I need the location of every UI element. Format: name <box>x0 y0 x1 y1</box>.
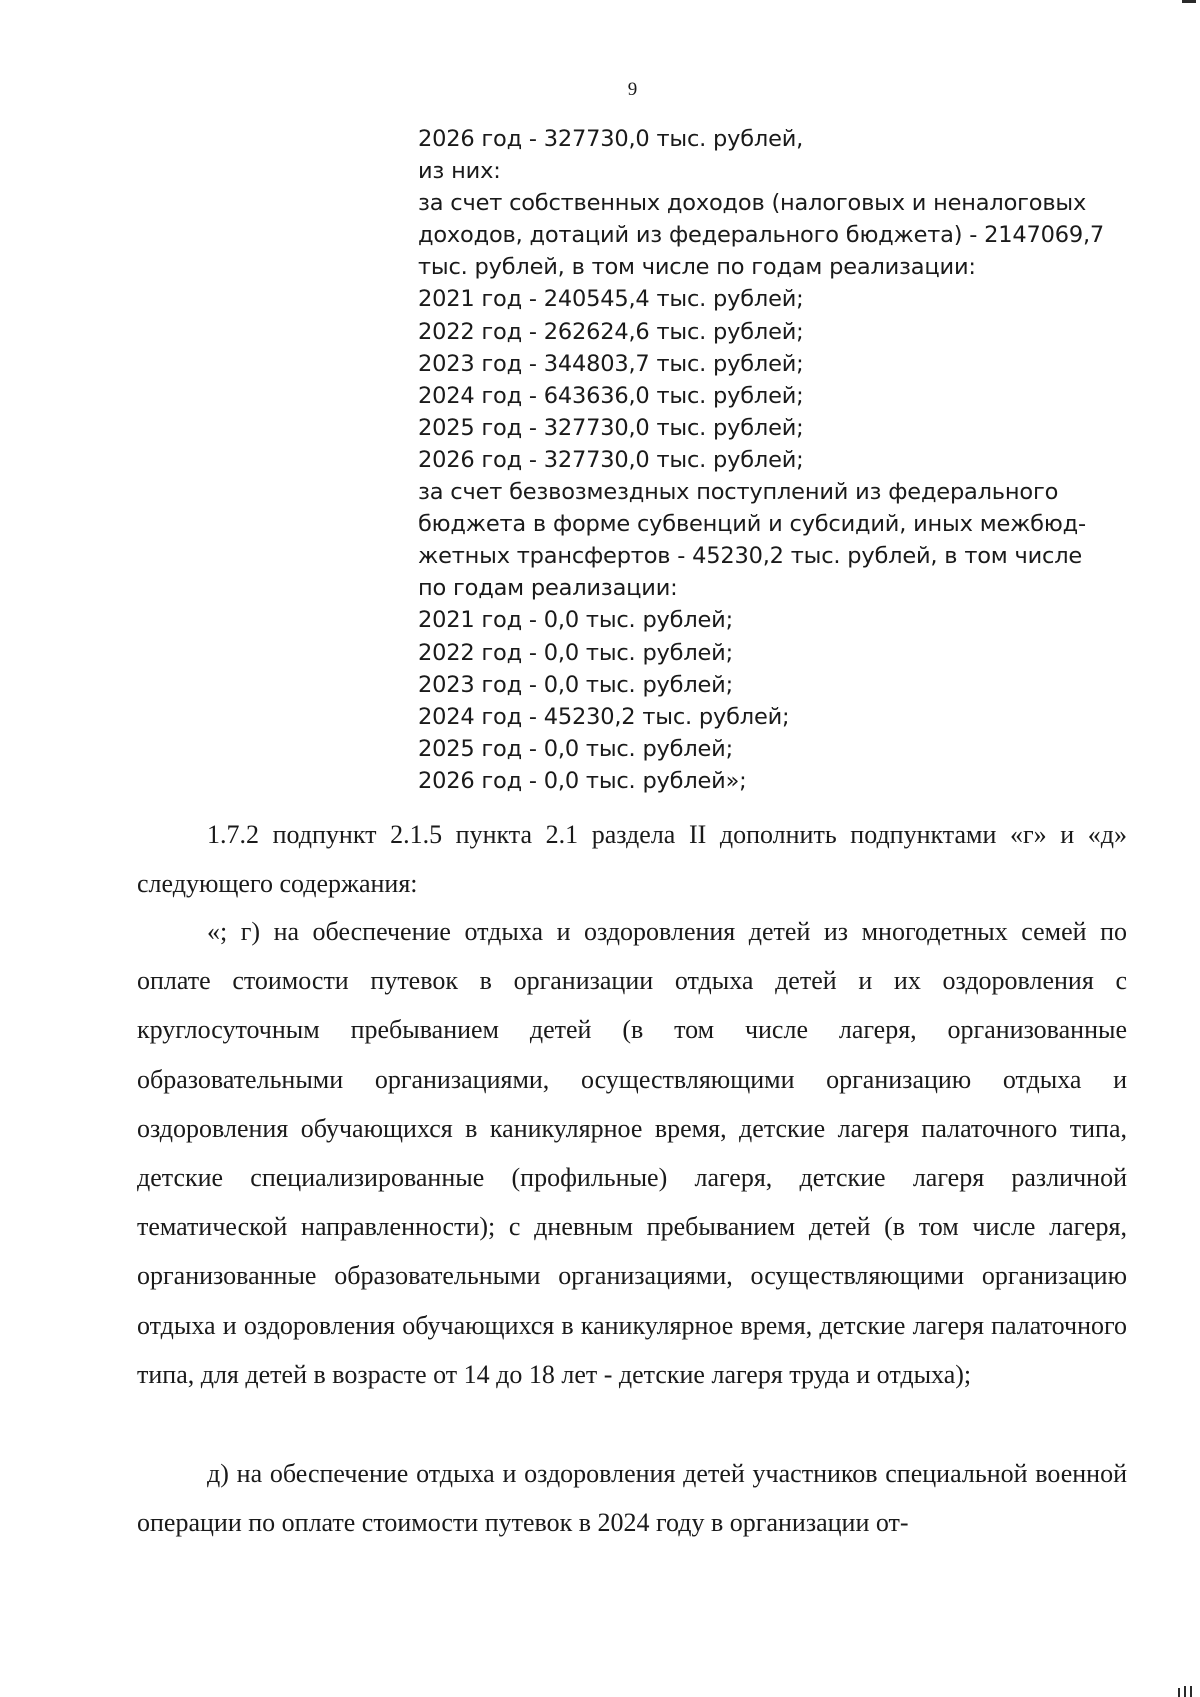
funding-line: 2024 год - 45230,2 тыс. рублей; <box>418 703 790 730</box>
funding-line: по годам реализации: <box>418 575 678 602</box>
scan-mark-bottom <box>1178 1688 1180 1697</box>
funding-line: бюджета в форме субвенций и субсидий, иных межбюд- <box>418 511 1086 538</box>
amendment-paragraph: 1.7.2 подпункт 2.1.5 пункта 2.1 раздела II дополнить подпунктами «г» и «д» следующего содержания: <box>137 820 1127 899</box>
funding-line: 2026 год - 0,0 тыс. рублей»; <box>418 767 747 794</box>
funding-line: 2021 год - 0,0 тыс. рублей; <box>418 607 733 634</box>
funding-line: 2025 год - 0,0 тыс. рублей; <box>418 735 733 762</box>
page-number: 9 <box>627 79 638 100</box>
funding-line: 2022 год - 262624,6 тыс. рублей; <box>418 318 804 345</box>
funding-line: за счет безвозмездных поступлений из федерального <box>418 479 1059 506</box>
funding-line: жетных трансфертов - 45230,2 тыс. рублей, в том числе <box>418 543 1083 570</box>
funding-line: доходов, дотаций из федерального бюджета) - 2147069,7 <box>418 222 1105 249</box>
funding-line: из них: <box>418 158 501 185</box>
scan-mark-bottom <box>1184 1686 1186 1697</box>
funding-line: 2022 год - 0,0 тыс. рублей; <box>418 639 733 666</box>
funding-line: 2023 год - 0,0 тыс. рублей; <box>418 671 733 698</box>
funding-breakdown <box>418 123 1118 797</box>
scan-mark-top <box>1182 0 1196 3</box>
scan-mark-bottom <box>1190 1686 1192 1697</box>
funding-line: 2021 год - 240545,4 тыс. рублей; <box>418 286 804 313</box>
subpoint-d-paragraph: д) на обеспечение отдыха и оздоровления детей участников специальной военной операции по оплате стоимости путевок в 2024 году в организации от- <box>137 1459 1127 1538</box>
subpoint-g-paragraph: «; г) на обеспечение отдыха и оздоровления детей из многодетных семей по оплате стоимости путевок в организации отдыха детей и их оздоровления с круглосуточным пребыванием детей (в том числе лагеря, организованные образовательными организациями, осуществляющими организацию отдыха и оздоровления обучающихся в каникулярное время, детские лагеря палаточного типа, детские специализированные (профильные) лагеря, детские лагеря различной тематической направленности); с дневным пребыванием детей (в том числе лагеря, организованные образовательными организациями, осуществляющими организацию отдыха и оздоровления обучающихся в каникулярное время, детские лагеря палаточного типа, для детей в возрасте от 14 до 18 лет - детские лагеря труда и отдыха); <box>137 917 1127 1389</box>
funding-line: 2025 год - 327730,0 тыс. рублей; <box>418 414 804 441</box>
funding-line: 2026 год - 327730,0 тыс. рублей; <box>418 446 804 473</box>
funding-line: тыс. рублей, в том числе по годам реализации: <box>418 254 976 281</box>
funding-line: 2023 год - 344803,7 тыс. рублей; <box>418 350 804 377</box>
funding-line: 2024 год - 643636,0 тыс. рублей; <box>418 382 804 409</box>
funding-line: 2026 год - 327730,0 тыс. рублей, <box>418 126 804 152</box>
funding-line: за счет собственных доходов (налоговых и неналоговых <box>418 190 1087 217</box>
